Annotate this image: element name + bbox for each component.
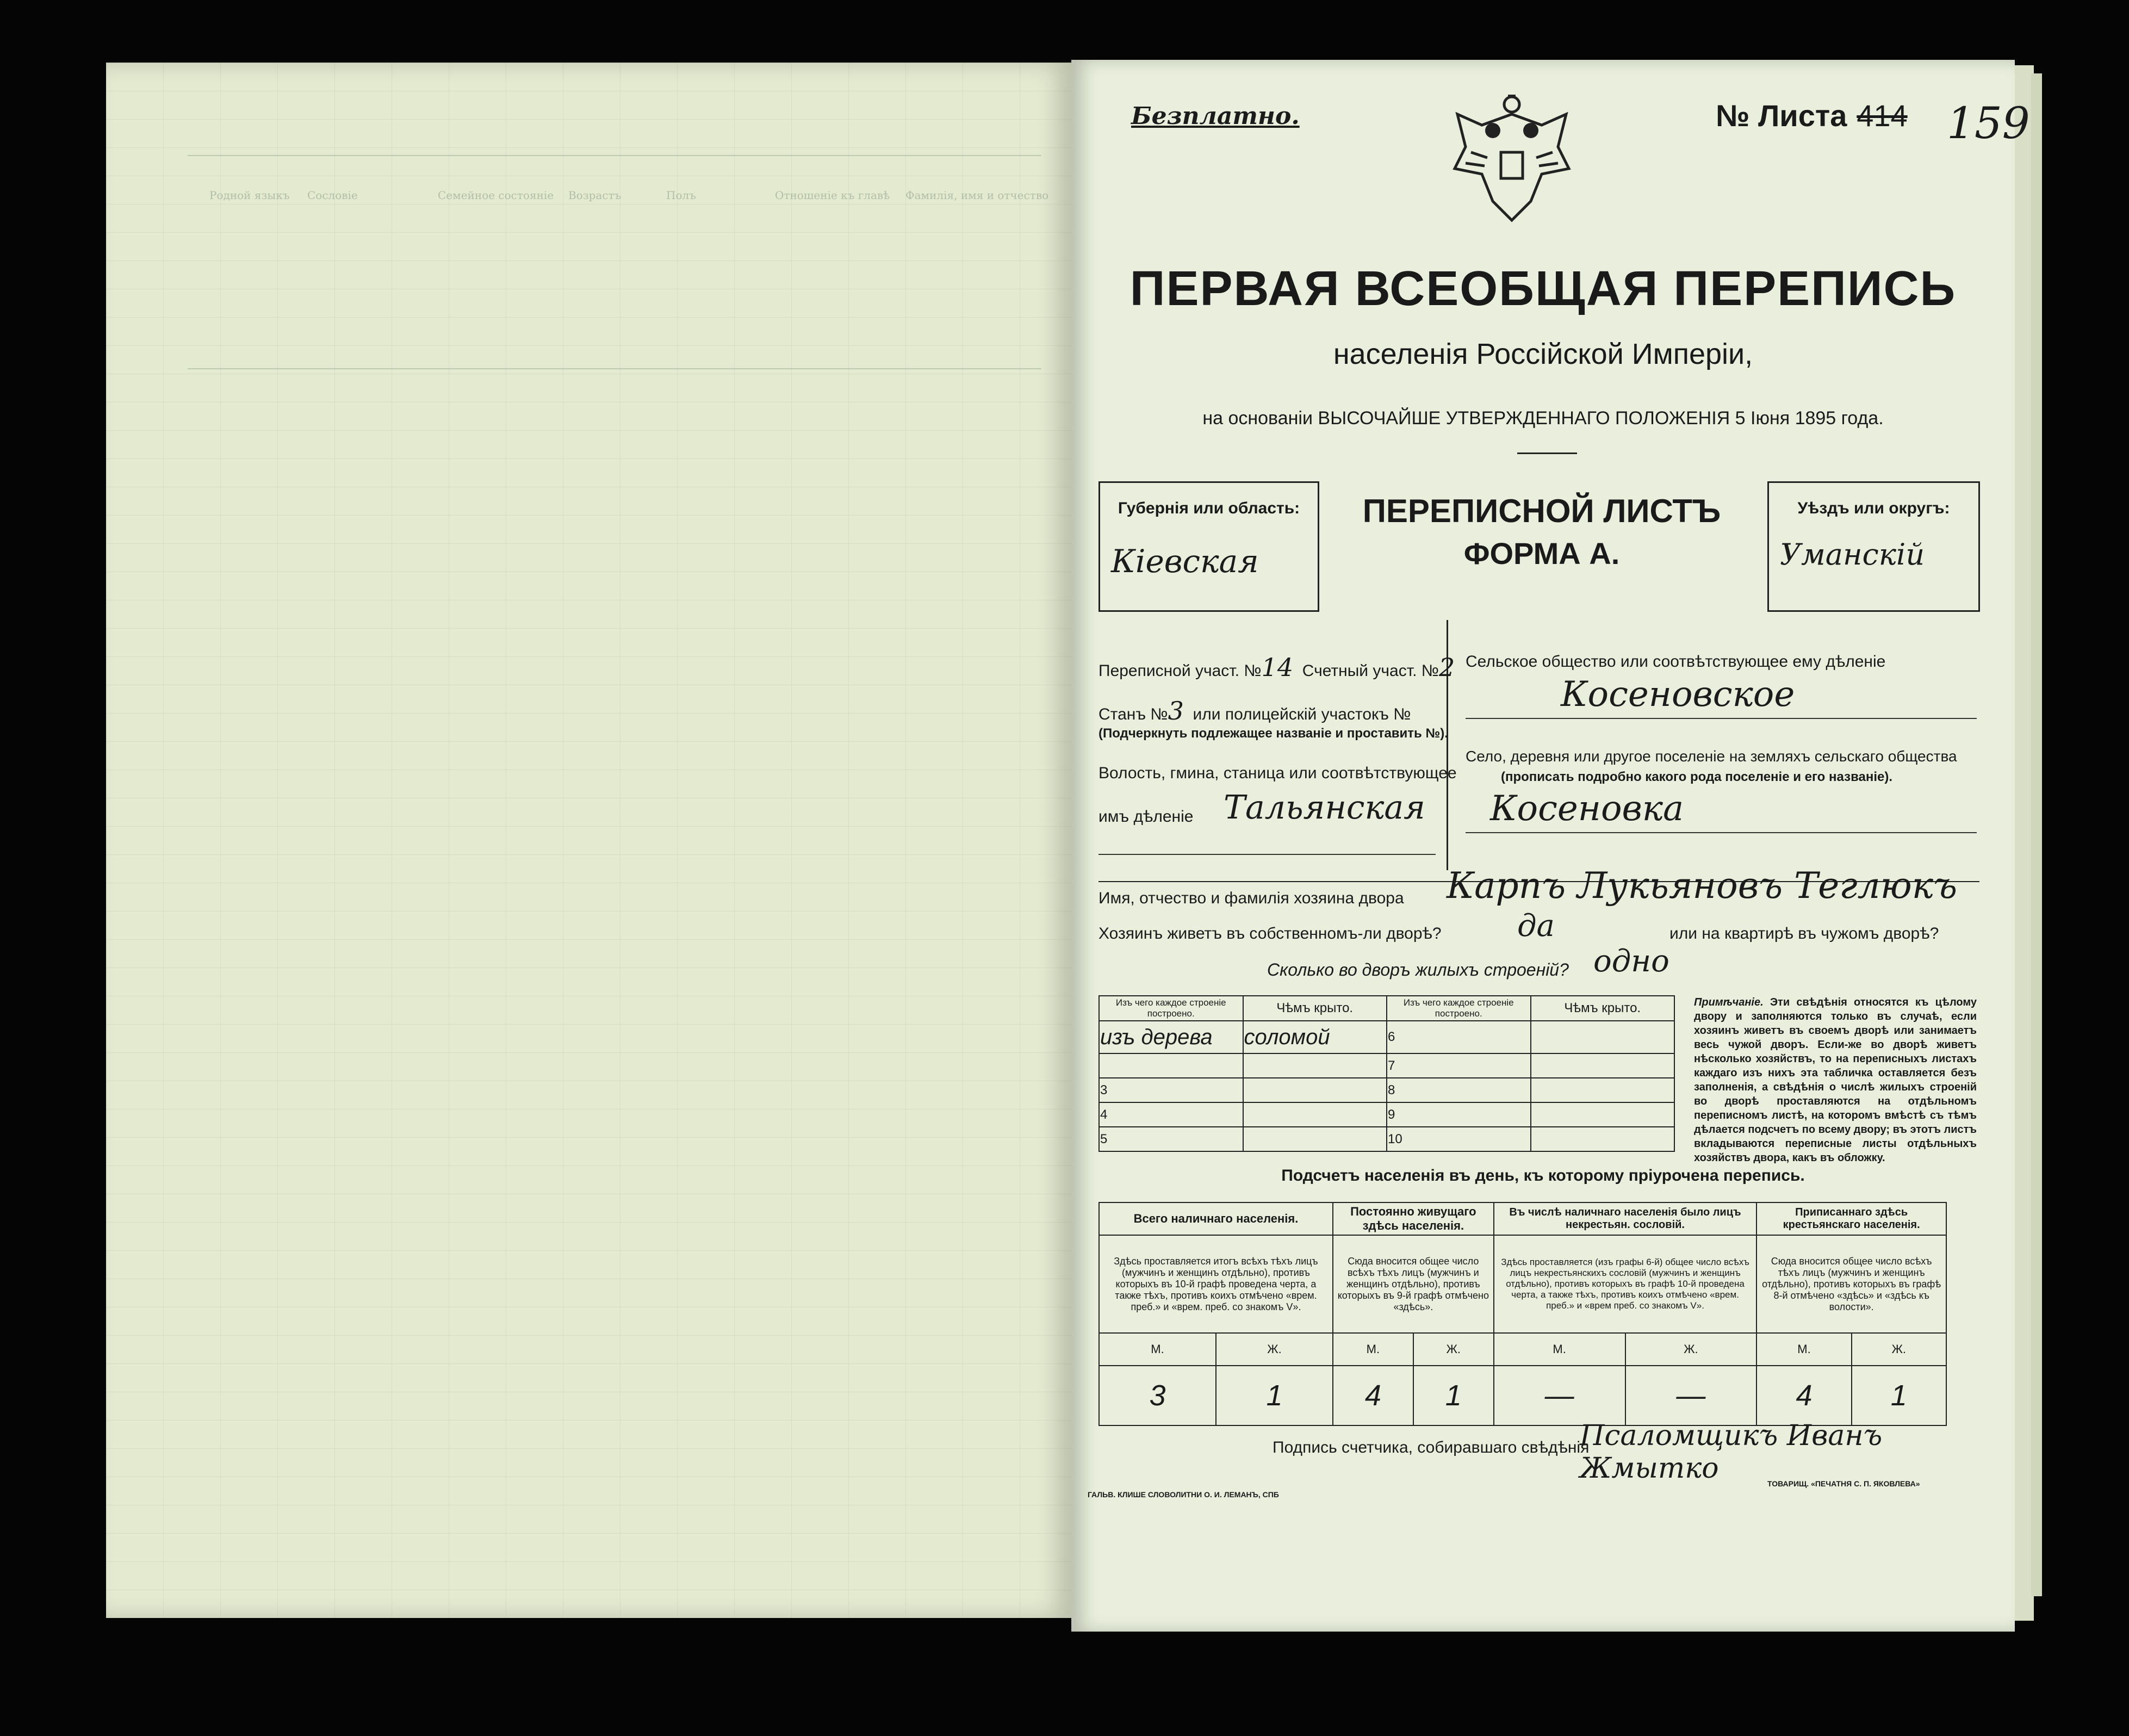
printer-left: ГАЛЬВ. КЛИШЕ СЛОВОЛИТНИ О. И. ЛЕМАНЪ, СПБ: [1088, 1490, 1279, 1499]
buildings-label: Сколько во дворъ жилыхъ строеній?: [1267, 960, 1569, 979]
table-cell: 3: [1099, 1078, 1243, 1102]
faint-text: Семейное состояніе: [438, 189, 554, 202]
uezd-value: Уманскій: [1780, 537, 1925, 572]
underline-note: (Подчеркнуть подлежащее названіе и проставить №).: [1098, 726, 1448, 741]
lives-label-2: или на квартирѣ въ чужомъ дворѣ?: [1669, 925, 1939, 943]
count-desc: Сюда вносится общее число всѣхъ тѣхъ лицъ (мужчинъ и женщинъ отдѣльно), противъ которыхъ въ 9-й графѣ отмѣчено «здѣсь».: [1333, 1235, 1494, 1333]
sex-cell: М.: [1333, 1333, 1413, 1366]
village-label: Село, деревня или другое поселеніе на земляхъ сельскаго общества: [1466, 748, 1957, 765]
form-subtitle: ФОРМА А.: [1463, 536, 1620, 571]
society-value: Косеновское: [1561, 674, 1795, 715]
right-page: [1071, 60, 2030, 1632]
volost-label: Волость, гмина, станица или соотвѣтствующее: [1098, 764, 1457, 782]
subtitle: населенія Россійской Имперіи,: [1333, 338, 1753, 370]
left-faint-header: [188, 155, 1049, 369]
count-header: Въ числѣ наличнаго населенія было лицъ некрестьян. сословій.: [1494, 1202, 1757, 1235]
society-label: Сельское общество или соотвѣтствующее ему дѣленіе: [1466, 653, 1886, 671]
faint-text: Сословіе: [307, 189, 358, 202]
left-page: [106, 63, 1071, 1618]
count-header: Приписаннаго здѣсь крестьянскаго населенія.: [1756, 1202, 1946, 1235]
count-value: 3: [1099, 1366, 1216, 1425]
schetny-label: Счетный участ. №: [1302, 662, 1439, 680]
col-roof-header: Чѣмъ крыто.: [1531, 996, 1675, 1021]
lives-value: да: [1517, 908, 1555, 944]
village-value: Косеновка: [1490, 789, 1684, 829]
lives-label: Хозяинъ живетъ въ собственномъ-ли дворѣ?: [1098, 925, 1442, 943]
uchastok-label: Переписной участ. №: [1098, 662, 1262, 680]
sex-cell: М.: [1494, 1333, 1625, 1366]
ornament-divider: [1517, 452, 1577, 454]
table-cell: [1099, 1053, 1243, 1078]
count-desc: Сюда вносится общее число всѣхъ тѣхъ лицъ (мужчинъ и женщинъ отдѣльно), противъ которыхъ въ графѣ 8-й отмѣчено «здѣсь» и «здѣсь къ волости».: [1756, 1235, 1946, 1333]
note-text: Эти свѣдѣнія относятся къ цѣлому двору и заполняются только въ случаѣ, если хозяинъ живетъ въ своемъ дворѣ или занимаетъ весь чужой дворъ. Если-же во дворѣ живетъ нѣсколько хозяйствъ, то на переписныхъ листахъ каждаго изъ нихъ эта табличка оставляется безъ заполненія, а свѣдѣнія о числѣ жилыхъ строеній во дворѣ проставляются на отдѣльномъ переписномъ листѣ, на которомъ вмѣстѣ съ тѣмъ дѣлается подсчетъ по всему двору; въ этотъ листъ вкладываются переписные листы отдѣльныхъ хозяйствъ двора, какъ въ обложку.: [1694, 996, 1977, 1164]
volost-value: Тальянская: [1224, 789, 1425, 827]
table-cell: изъ дерева: [1099, 1021, 1243, 1053]
schetny-value: 2: [1438, 653, 1455, 682]
count-desc: Здѣсь проставляется (изъ графы 6-й) общее число всѣхъ лицъ некрестьянскихъ сословій (мужчинъ и женщинъ отдѣльно), противъ которыхъ въ графѣ 10-й проведена черта, а также тѣхъ, противъ коихъ отмѣчено «врем. преб.» и «врем преб. со знакомъ V».: [1494, 1235, 1757, 1333]
blank-line: [1466, 718, 1977, 719]
sex-cell: Ж.: [1216, 1333, 1333, 1366]
sex-cell: М.: [1756, 1333, 1851, 1366]
table-cell: [1243, 1078, 1387, 1102]
count-header: Постоянно живущаго здѣсь населенія.: [1333, 1202, 1494, 1235]
count-table: [1098, 1202, 1947, 1426]
printer-right: ТОВАРИЩ. «ПЕЧАТНЯ С. П. ЯКОВЛЕВА»: [1767, 1479, 1920, 1488]
stan-label: Станъ №: [1098, 705, 1168, 723]
sex-cell: Ж.: [1625, 1333, 1757, 1366]
sex-cell: Ж.: [1413, 1333, 1494, 1366]
decree-line: на основаніи ВЫСОЧАЙШЕ УТВЕРЖДЕННАГО ПОЛОЖЕНІЯ 5 Іюня 1895 года.: [1202, 408, 1884, 429]
count-value: —: [1625, 1366, 1757, 1425]
table-cell: 9: [1387, 1102, 1531, 1127]
faint-text: Отношеніе къ главѣ: [775, 189, 890, 202]
faint-text: Возрастъ: [568, 189, 622, 202]
table-cell: 5: [1099, 1127, 1243, 1151]
col-material-header: Изъ чего каждое строеніе построено.: [1387, 996, 1531, 1021]
police-label: или полицейскій участокъ №: [1193, 705, 1411, 723]
count-title: Подсчетъ населенія въ день, къ которому пріурочена перепись.: [1281, 1167, 1805, 1185]
signature-value: Псаломщикъ Иванъ Жмытко: [1580, 1419, 1883, 1485]
form-header: [1098, 481, 1979, 612]
note: [1694, 995, 1977, 1165]
volost-label-2: имъ дѣленіе: [1098, 808, 1194, 826]
free-label: Безплатно.: [1131, 102, 1300, 130]
page-edge: [2031, 73, 2042, 1596]
faint-text: Родной языкъ: [209, 189, 290, 202]
count-desc: Здѣсь проставляется итогъ всѣхъ тѣхъ лицъ (мужчинъ и женщинъ отдѣльно), противъ которыхъ въ 10-й графѣ проведена черта, а также тѣхъ, противъ коихъ отмѣчено «врем. преб.» и «врем. преб. со знакомъ V».: [1099, 1235, 1333, 1333]
main-title: ПЕРВАЯ ВСЕОБЩАЯ ПЕРЕПИСЬ: [1129, 262, 1957, 316]
col-roof-header: Чѣмъ крыто.: [1243, 996, 1387, 1021]
form-title: ПЕРЕПИСНОЙ ЛИСТЪ: [1362, 493, 1721, 529]
uezd-label: Уѣздъ или округъ:: [1797, 499, 1950, 517]
table-cell: 7: [1387, 1053, 1531, 1078]
col-material-header: Изъ чего каждое строеніе построено.: [1099, 996, 1243, 1021]
count-value: 1: [1413, 1366, 1494, 1425]
count-value: 4: [1333, 1366, 1413, 1425]
sex-cell: М.: [1099, 1333, 1216, 1366]
signature-label: Подпись счетчика, собиравшаго свѣдѣнія: [1273, 1439, 1590, 1456]
uezd-box: [1767, 481, 1980, 612]
faint-text: Фамилія, имя и отчество: [905, 189, 1049, 202]
table-cell: [1243, 1127, 1387, 1151]
gubernia-box: [1098, 481, 1319, 612]
page-edge: [2012, 65, 2034, 1621]
gubernia-value: Кіевская: [1111, 543, 1259, 580]
gubernia-label: Губернія или область:: [1118, 499, 1300, 517]
table-cell: 4: [1099, 1102, 1243, 1127]
sex-cell: Ж.: [1852, 1333, 1946, 1366]
double-headed-eagle-icon: [1449, 92, 1574, 228]
table-cell: [1531, 1053, 1675, 1078]
table-cell: 8: [1387, 1078, 1531, 1102]
table-cell: [1243, 1102, 1387, 1127]
count-value: —: [1494, 1366, 1625, 1425]
count-value: 1: [1216, 1366, 1333, 1425]
table-cell: соломой: [1243, 1021, 1387, 1053]
sheet-no-struck: 414: [1857, 98, 1908, 133]
sheet-no-label: № Листа: [1716, 98, 1847, 133]
note-label: Примѣчаніе.: [1694, 996, 1764, 1008]
table-cell: 10: [1387, 1127, 1531, 1151]
faint-text: Полъ: [666, 189, 696, 202]
count-value: 1: [1852, 1366, 1946, 1425]
sheet-no-handwritten: 159: [1947, 98, 2030, 148]
blank-line: [1466, 832, 1977, 833]
owner-value: Карпъ Лукьяновъ Теглюкъ: [1447, 865, 1958, 907]
village-note: (прописать подробно какого рода поселеніе и его названіе).: [1501, 770, 1893, 784]
table-cell: [1531, 1078, 1675, 1102]
uchastok-value: 14: [1261, 653, 1294, 682]
table-cell: 6: [1387, 1021, 1531, 1053]
buildings-value: одно: [1593, 944, 1669, 979]
table-cell: [1531, 1102, 1675, 1127]
stan-value: 3: [1168, 696, 1184, 726]
count-header: Всего наличнаго населенія.: [1099, 1202, 1333, 1235]
buildings-table: [1098, 995, 1675, 1152]
table-cell: [1243, 1053, 1387, 1078]
table-cell: [1531, 1127, 1675, 1151]
table-cell: [1531, 1021, 1675, 1053]
count-value: 4: [1756, 1366, 1851, 1425]
owner-label: Имя, отчество и фамилія хозяина двора: [1098, 889, 1404, 907]
blank-line: [1098, 854, 1436, 855]
